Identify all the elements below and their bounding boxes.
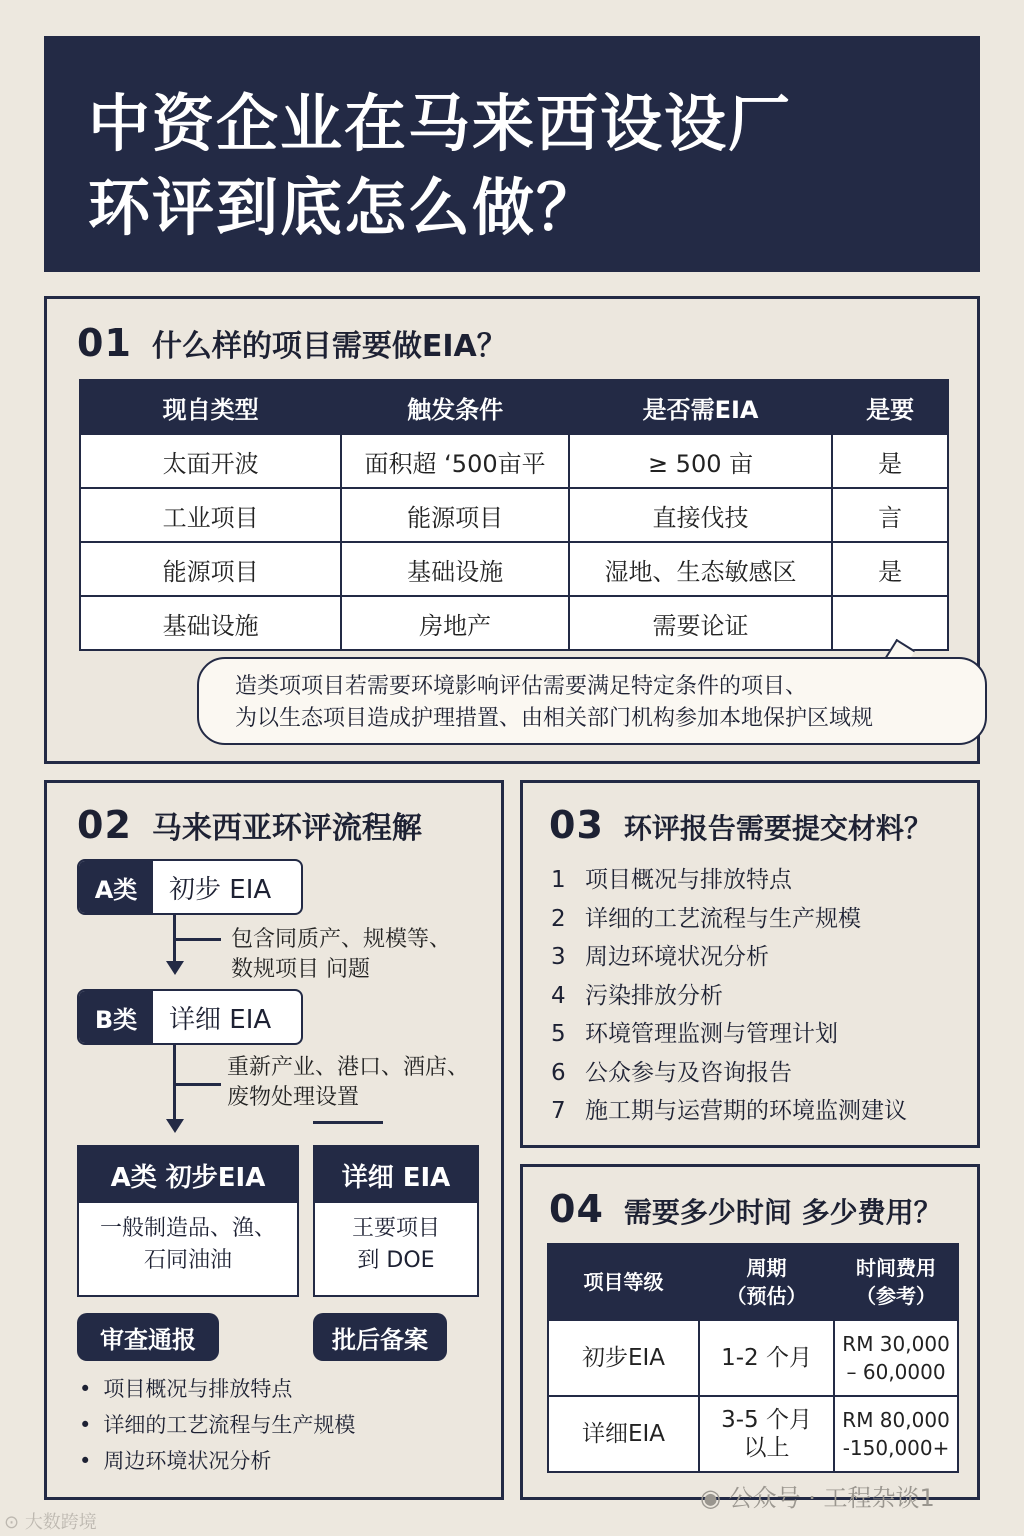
section-3-title — [549, 803, 932, 847]
list-item — [551, 938, 907, 977]
table-cell: 是 — [832, 542, 948, 596]
note-line: 为以生态项目造成护理措置、由相关部门机构参加本地保护区域规 — [235, 706, 874, 731]
table-cell: 详细EIA — [548, 1396, 699, 1472]
bullet-item: • 项目概况与排放特点 — [79, 1377, 293, 1401]
step-a-tag: A类 — [79, 861, 153, 913]
cost-line: RM 30,000 — [842, 1332, 950, 1356]
title-line-1: 中资企业在马来西设设厂 — [88, 87, 793, 160]
table-cell: 能源项目 — [341, 488, 569, 542]
step-b-note — [227, 1053, 469, 1113]
bullet-text: 周边环境状况分析 — [103, 1449, 272, 1473]
table-cell: 湿地、生态敏感区 — [569, 542, 832, 596]
note-line: 造类项项目若需要环境影响评估需要满足特定条件的项目、 — [235, 674, 808, 699]
card-body — [79, 1203, 297, 1277]
step-a-box — [77, 859, 303, 915]
list-text: 环境管理监测与管理计划 — [585, 1021, 838, 1047]
watermark-logo-icon: ⊙ — [4, 1512, 25, 1533]
cost-line: -150,000+ — [842, 1436, 950, 1460]
section-3-heading: 环评报告需要提交材料？ — [623, 812, 932, 845]
list-item — [551, 1015, 907, 1054]
title-banner — [44, 36, 980, 272]
step-b-note-line: 废物处理设置 — [227, 1085, 360, 1110]
list-number: 1 — [551, 867, 566, 893]
cost-line: RM 80,000 — [842, 1408, 950, 1432]
flow-connector — [173, 1083, 221, 1086]
table-cell — [699, 1396, 834, 1472]
list-number: 6 — [551, 1059, 566, 1086]
flow-connector — [173, 938, 221, 941]
list-item — [551, 1054, 907, 1093]
list-number: 7 — [551, 1098, 566, 1124]
table-row — [80, 488, 948, 542]
section-eia-scope — [44, 296, 980, 764]
column-header — [834, 1244, 958, 1320]
list-item — [551, 861, 907, 900]
section-2-number: 02 — [77, 803, 132, 847]
time-cost-table — [547, 1243, 959, 1473]
header-line: （参考） — [856, 1284, 937, 1308]
card-line: 到 DOE — [357, 1248, 435, 1273]
table-cell: 基础设施 — [80, 596, 341, 650]
list-text: 施工期与运营期的环境监测建议 — [585, 1098, 907, 1124]
list-number: 3 — [551, 944, 566, 970]
wechat-icon: ◉ — [700, 1484, 729, 1512]
arrow-down-icon — [166, 1119, 184, 1133]
bullet-item: • 详细的工艺流程与生产规模 — [79, 1413, 356, 1437]
step-a-note-line: 数规项目 问题 — [231, 957, 370, 982]
column-header: 是要 — [832, 380, 948, 434]
step-a-note — [231, 925, 451, 985]
list-text: 公众参与及咨询报告 — [585, 1059, 792, 1086]
list-text: 污染排放分析 — [585, 982, 723, 1009]
column-header — [699, 1244, 834, 1320]
period-line: 3-5 个月 — [721, 1407, 812, 1433]
section-2-title — [77, 803, 422, 847]
filing-badge: 批后备案 — [313, 1313, 447, 1361]
bullet-item: • 周边环境状况分析 — [79, 1449, 272, 1473]
section-2-heading: 马来西亚环评流程解 — [151, 811, 422, 846]
list-item — [551, 900, 907, 939]
title-line-2: 环评到底怎么做？ — [88, 171, 601, 244]
section-3-number: 03 — [549, 803, 604, 847]
step-b-note-line: 重新产业、港口、酒店、 — [227, 1055, 470, 1080]
materials-list — [551, 861, 907, 1131]
bullet-text: 项目概况与排放特点 — [103, 1377, 293, 1401]
table-cell — [834, 1396, 958, 1472]
card-body — [315, 1203, 477, 1277]
list-number: 5 — [551, 1021, 566, 1047]
table-cell: 能源项目 — [80, 542, 341, 596]
table-row — [548, 1396, 958, 1472]
section-1-number: 01 — [77, 321, 132, 365]
preliminary-eia-card — [77, 1145, 299, 1297]
step-b-label: 详细 EIA — [169, 1004, 272, 1035]
watermark-text: 大数跨境 — [24, 1512, 97, 1533]
table-cell: 1-2 个月 — [699, 1320, 834, 1396]
table-cell: 初步EIA — [548, 1320, 699, 1396]
section-report-materials — [520, 780, 980, 1148]
note-speech-bubble — [197, 657, 987, 745]
bullet-text: 详细的工艺流程与生产规模 — [103, 1413, 356, 1437]
review-badge: 审查通报 — [77, 1313, 219, 1361]
card-line: 一般制造品、渔、 — [99, 1216, 276, 1241]
section-eia-process — [44, 780, 504, 1500]
table-cell: 房地产 — [341, 596, 569, 650]
list-item — [551, 977, 907, 1016]
column-header: 项目等级 — [548, 1244, 699, 1320]
column-header: 现自类型 — [80, 380, 341, 434]
table-header-row — [80, 380, 948, 434]
table-cell: 面积超 ‘500亩平 — [341, 434, 569, 488]
table-cell: ≥ 500 亩 — [569, 434, 832, 488]
step-a-label: 初步 EIA — [169, 874, 272, 905]
table-row — [80, 542, 948, 596]
flow-connector — [173, 1043, 176, 1119]
table-cell: 基础设施 — [341, 542, 569, 596]
section-1-title — [77, 321, 507, 365]
card-line: 石同油油 — [143, 1248, 232, 1273]
table-cell: 太面开波 — [80, 434, 341, 488]
table-header-row — [548, 1244, 958, 1320]
footer-credit — [700, 1478, 935, 1513]
step-b-tag: B类 — [79, 991, 153, 1043]
table-cell: 是 — [832, 434, 948, 488]
table-row — [548, 1320, 958, 1396]
card-heading: A类 初步EIA — [79, 1147, 297, 1203]
detailed-eia-card — [313, 1145, 479, 1297]
card-heading: 详细 EIA — [315, 1147, 477, 1203]
table-row — [80, 434, 948, 488]
arrow-down-icon — [166, 961, 184, 975]
project-type-table — [79, 379, 949, 651]
header-line: 时间费用 — [856, 1256, 937, 1280]
step-b-box — [77, 989, 303, 1045]
list-item — [551, 1092, 907, 1131]
header-line: 周期 — [746, 1256, 787, 1280]
footer-text: 公众号 · 工程杂谈1 — [728, 1484, 935, 1512]
watermark — [4, 1508, 97, 1534]
cost-line: – 60,0000 — [846, 1360, 946, 1384]
table-cell: 言 — [832, 488, 948, 542]
list-number: 2 — [551, 905, 566, 932]
step-a-note-line: 包含同质产、规模等、 — [231, 927, 452, 952]
flow-connector — [173, 913, 176, 961]
section-4-number: 04 — [549, 1187, 604, 1231]
table-cell: 工业项目 — [80, 488, 341, 542]
list-text: 周边环境状况分析 — [585, 944, 769, 970]
section-1-heading: 什么样的项目需要做EIA？ — [151, 329, 507, 364]
table-row — [80, 596, 948, 650]
column-header: 是否需EIA — [569, 380, 832, 434]
header-line: （预估） — [726, 1284, 807, 1308]
card-line: 王要项目 — [351, 1216, 440, 1241]
section-4-heading: 需要多少时间 多少费用？ — [623, 1196, 942, 1229]
section-4-title — [549, 1187, 942, 1231]
table-cell — [832, 596, 948, 650]
list-text: 详细的工艺流程与生产规模 — [585, 905, 861, 932]
list-number: 4 — [551, 982, 566, 1009]
table-cell: 需要论证 — [569, 596, 832, 650]
section-time-cost — [520, 1164, 980, 1500]
divider — [313, 1121, 383, 1124]
period-line: 以上 — [743, 1435, 790, 1461]
column-header: 触发条件 — [341, 380, 569, 434]
list-text: 项目概况与排放特点 — [585, 867, 792, 893]
table-cell: 直接伐技 — [569, 488, 832, 542]
table-cell — [834, 1320, 958, 1396]
